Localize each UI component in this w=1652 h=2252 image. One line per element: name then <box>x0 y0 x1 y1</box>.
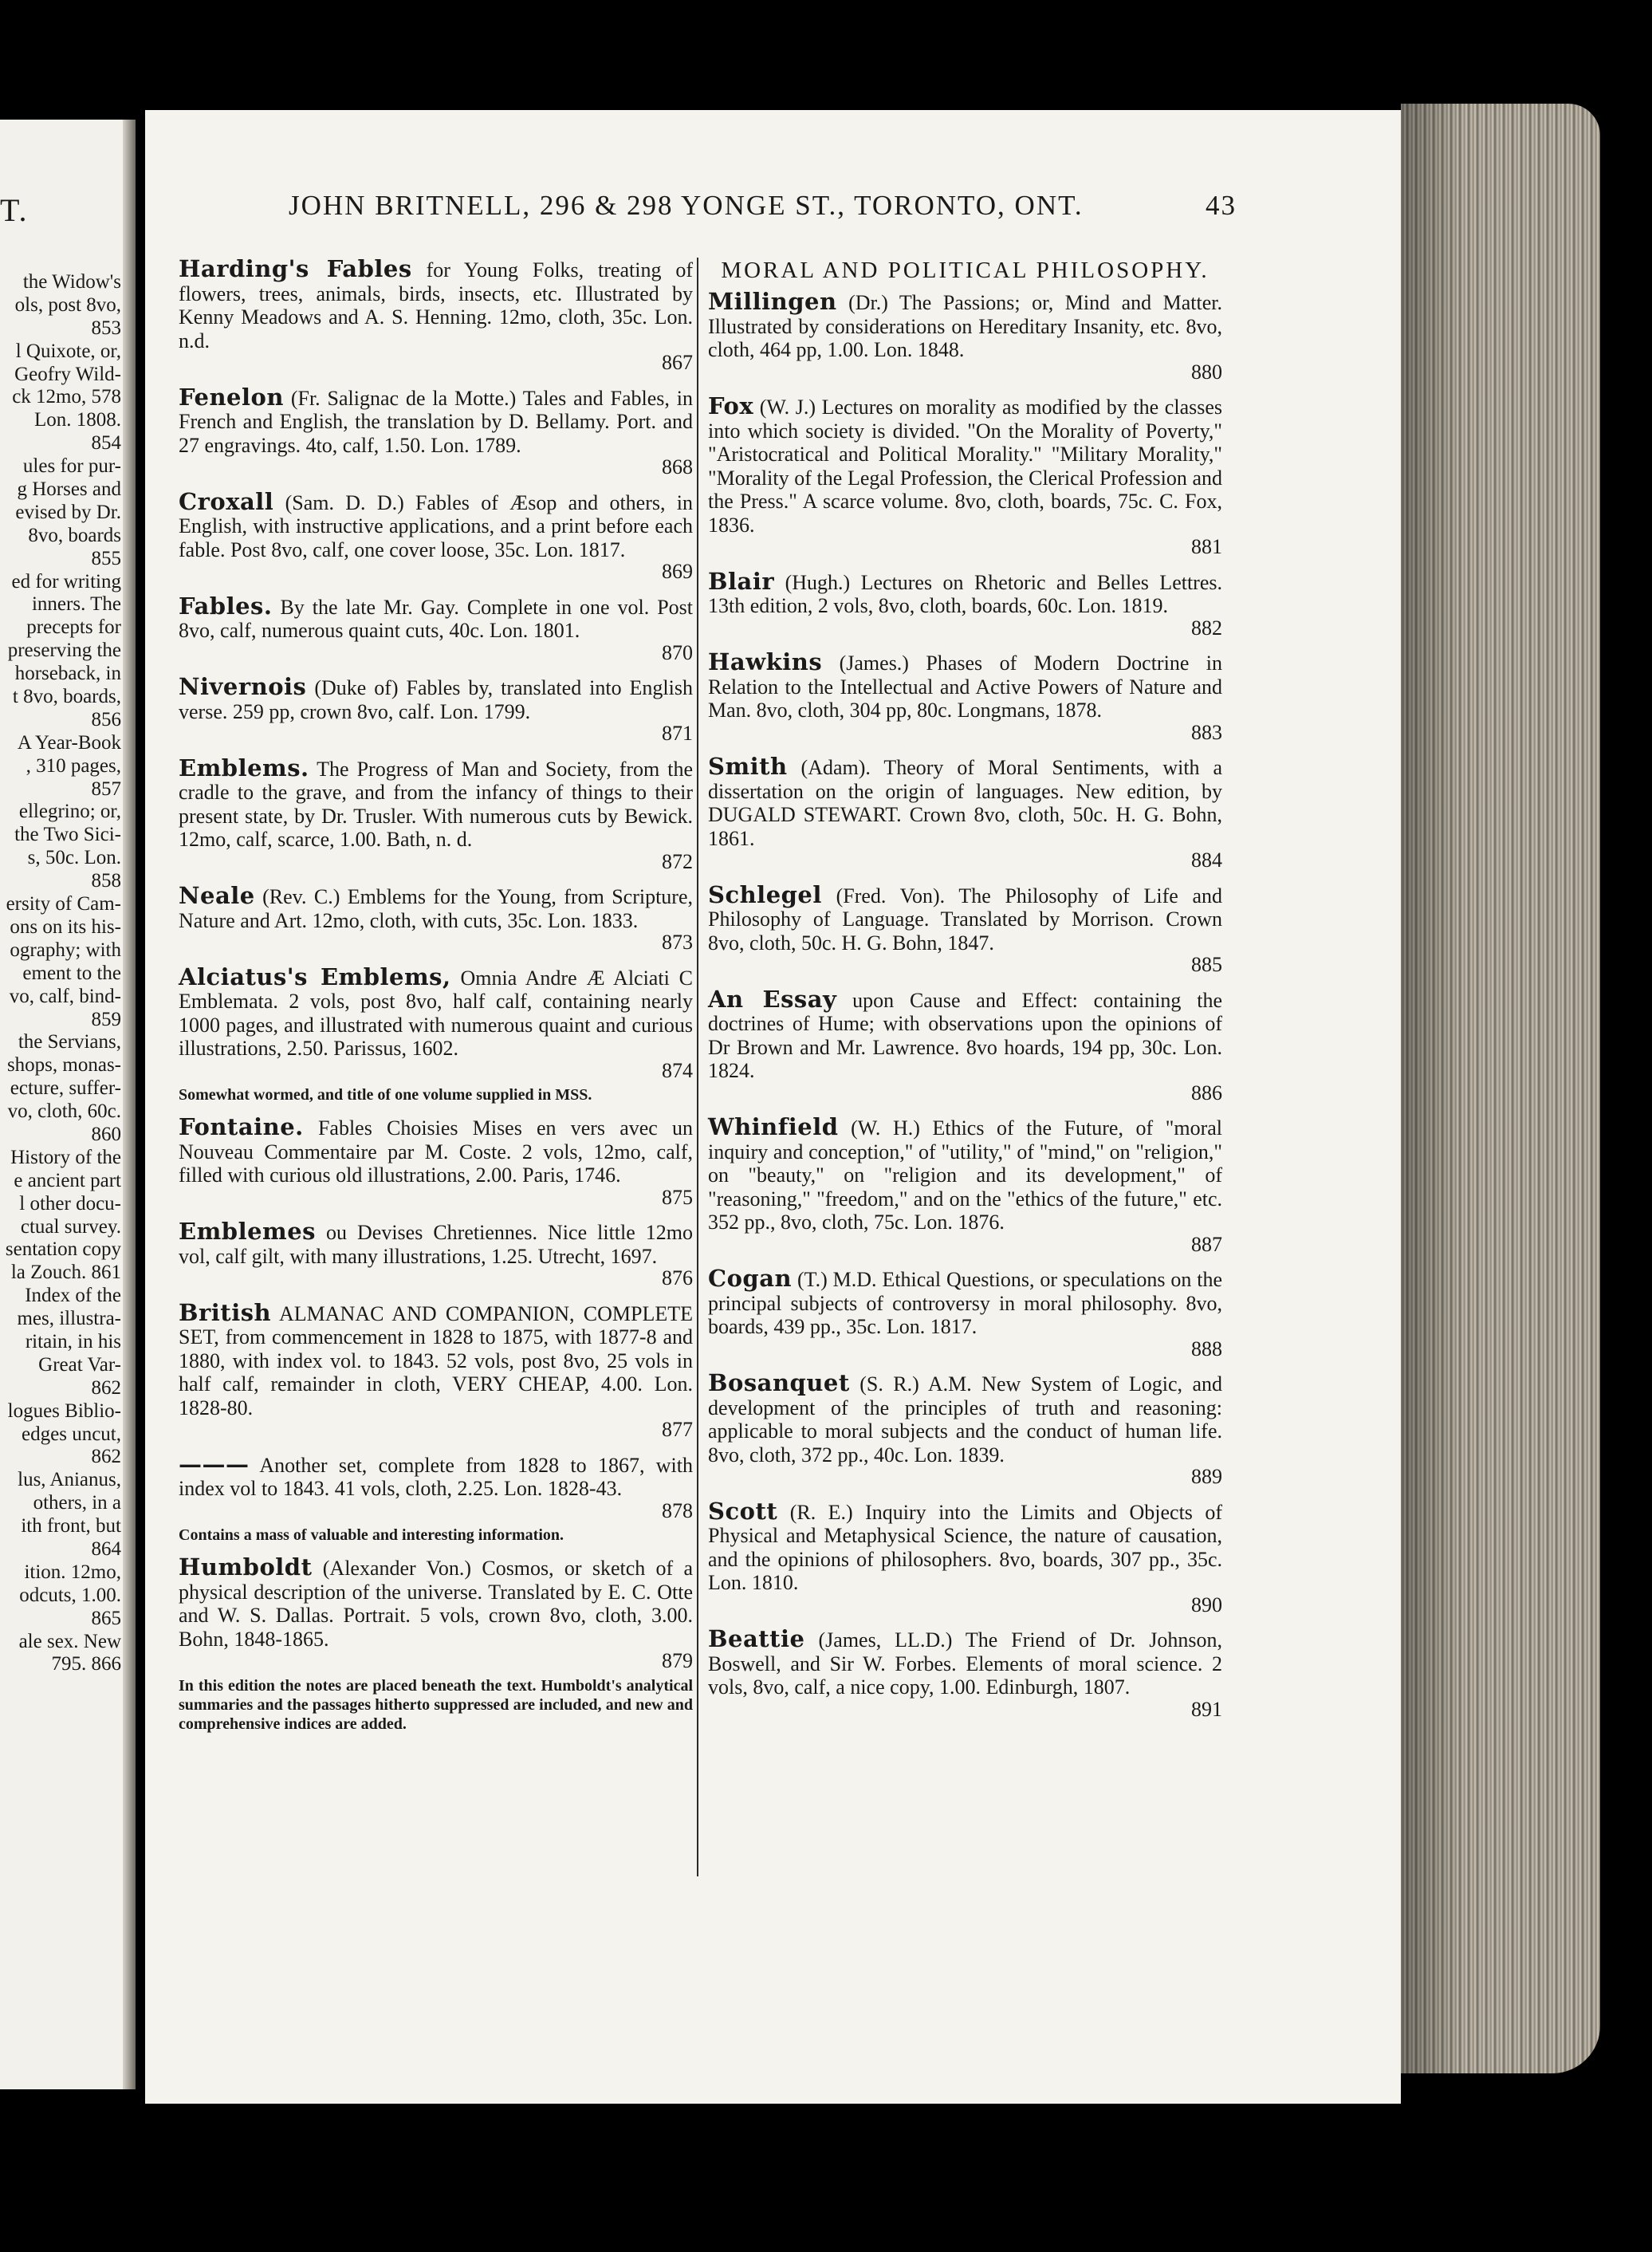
left-page-line: the Two Sici- <box>14 824 121 846</box>
left-page-line: others, in a <box>33 1492 121 1514</box>
left-page-line: Geofry Wild- <box>14 363 121 385</box>
left-page-line: ith front, but <box>21 1515 121 1537</box>
entry-note: In this edition the notes are placed beneath the text. Humboldt's analytical summaries and the passages hitherto suppressed are included, and new and comprehensive indices are added. <box>179 1676 693 1733</box>
catalogue-entry <box>708 567 1222 640</box>
left-page-header: T. <box>0 192 29 228</box>
left-page-line: g Horses and <box>17 478 121 501</box>
lot-number: 875 <box>662 1185 693 1209</box>
entry-heading: ——— <box>179 1450 250 1478</box>
left-page-line: 856 <box>91 708 121 730</box>
left-page-line: mes, illustra- <box>17 1308 121 1330</box>
lot-number: 882 <box>1191 616 1222 640</box>
left-page-line: 855 <box>91 547 121 569</box>
lot-number: 868 <box>662 455 693 478</box>
lot-number: 867 <box>662 351 693 374</box>
catalogue-entry <box>708 1113 1222 1256</box>
left-page-line: lus, Anianus, <box>18 1469 121 1491</box>
entry-description: (S. R.) A.M. New System of Logic, and development of the principles of truth and reasoning: applicable to moral subjects and the conduct of human life. 8vo, cloth, 372 pp., 40c. Lon. 1839. <box>708 1372 1222 1467</box>
left-page-line: preserving the <box>7 640 121 662</box>
lot-number: 889 <box>1191 1465 1222 1488</box>
entry-description: (Hugh.) Lectures on Rhetoric and Belles Lettres. 13th edition, 2 vols, 8vo, cloth, boards, 60c. Lon. 1819. <box>708 570 1222 617</box>
left-page-line: 857 <box>91 778 121 800</box>
entry-description: Another set, complete from 1828 to 1867, with index vol to 1843. 41 vols, cloth, 2.25. Lon. 1828-43. <box>179 1453 693 1500</box>
catalogue-entry <box>708 392 1223 559</box>
left-page-line: ition. 12mo, <box>24 1561 121 1583</box>
left-page-text <box>0 271 121 1676</box>
left-page-line: horseback, in <box>14 663 121 685</box>
left-page-line: History of the <box>10 1146 121 1168</box>
left-page-line: A Year-Book <box>17 731 121 754</box>
section-title: MORAL AND POLITICAL PHILOSOPHY. <box>721 258 1210 283</box>
left-page-line: , 310 pages, <box>26 754 121 777</box>
lot-number: 879 <box>662 1649 693 1672</box>
lot-number: 887 <box>1191 1232 1222 1256</box>
left-page-line: Lon. 1808. <box>33 409 121 431</box>
left-page-line: 795. 866 <box>51 1653 121 1675</box>
entry-heading: Fenelon <box>179 383 284 411</box>
catalogue-entry <box>179 1113 693 1209</box>
left-page-line: logues Biblio- <box>7 1400 121 1422</box>
entry-description: (Adam). Theory of Moral Sentiments, with a dissertation on the origin of languages. New edition, by DUGALD STEWART. Crown 8vo, cloth, 50c. H. G. Bohn, 1861. <box>708 756 1223 850</box>
left-page-line: e ancient part <box>14 1169 121 1191</box>
catalogue-entry <box>179 1553 694 1734</box>
catalogue-entry <box>708 648 1222 744</box>
catalogue-entry <box>179 884 693 955</box>
entry-heading: Alciatus's Emblems, <box>179 963 451 990</box>
entry-description: The Progress of Man and Society, from the cradle to the grave, and from the infancy of things to their present state, by Dr. Trusler. With numerous cuts by Bewick. 12mo, calf, scarce, 1.00. Bath, n. d. <box>179 757 693 851</box>
catalogue-entry <box>179 592 694 665</box>
entry-heading: Bosanquet <box>708 1369 850 1396</box>
left-page-line: sentation copy <box>5 1238 121 1261</box>
left-page-line: 853 <box>91 317 121 339</box>
left-page-line: 858 <box>91 870 121 892</box>
entry-description: ou Devises Chretiennes. Nice little 12mo vol, calf gilt, with many illustrations, 1.25. Utrecht, 1697. <box>179 1221 694 1268</box>
gutter-shadow <box>123 120 136 2089</box>
entry-description: (W. H.) Ethics of the Future, of "moral inquiry and conception," of "utility," of "mind," on "religion," on "beauty," on "religion and its development," of "reasoning," "freedom," and on the "ethics of the future," etc. 352 pp., 8vo, cloth, 75c. Lon. 1876. <box>708 1116 1222 1234</box>
left-page-line: s, 50c. Lon. <box>27 847 121 869</box>
lot-number: 877 <box>662 1418 693 1441</box>
entry-note: Contains a mass of valuable and interesting information. <box>179 1526 564 1544</box>
catalogue-entry <box>179 675 693 746</box>
left-page-line: ritain, in his <box>25 1330 121 1352</box>
catalogue-entry <box>708 1267 1222 1360</box>
left-page-line: ersity of Cam- <box>6 893 121 915</box>
lot-number: 885 <box>1191 953 1222 976</box>
lot-number: 869 <box>662 560 693 583</box>
entry-heading: An Essay <box>708 985 837 1013</box>
left-page-line: ale sex. New <box>18 1630 121 1652</box>
entry-heading: Millingen <box>708 288 837 315</box>
running-head-title: JOHN BRITNELL, 296 & 298 YONGE ST., TORONTO, ONT. <box>289 190 1084 221</box>
catalogue-entry <box>179 754 693 874</box>
entry-heading: Nivernois <box>179 673 307 700</box>
entry-description: (T.) M.D. Ethical Questions, or speculations on the principal subjects of controversy in moral philosophy. 8vo, boards, 439 pp., 35c. Lon. 1817. <box>708 1268 1223 1338</box>
lot-number: 870 <box>662 640 693 664</box>
entry-heading: Cogan <box>708 1265 793 1292</box>
entry-description: for Young Folks, treating of flowers, trees, animals, birds, insects, etc. Illustrated by Kenny Meadows and A. S. Henning. 12mo, cloth, 35c. Lon. n.d. <box>179 258 694 352</box>
entry-heading: Scott <box>708 1497 778 1525</box>
entry-heading: Fontaine. <box>179 1113 304 1140</box>
right-column <box>708 258 1222 1732</box>
entry-heading: Harding's Fables <box>179 255 412 282</box>
left-page-line: 854 <box>91 432 121 455</box>
left-page-line: inners. The <box>31 593 121 616</box>
entry-description: Fables Choisies Mises en vers avec un Nouveau Commentaire par M. Coste. 2 vols, 12mo, calf, filled with curious old illustrations, 2.00. Paris, 1746. <box>179 1116 693 1187</box>
entry-description: (Fred. Von). The Philosophy of Life and Philosophy of Language. Translated by Morrison. Crown 8vo, cloth, 50c. H. G. Bohn, 1847. <box>708 884 1222 955</box>
entry-heading: British <box>179 1298 272 1326</box>
entry-description: (Dr.) The Passions; or, Mind and Matter. Illustrated by considerations on Hereditary Insanity, etc. 8vo, cloth, 464 pp, 1.00. Lon. 1848. <box>708 291 1222 361</box>
lot-number: 884 <box>1191 848 1222 872</box>
lot-number: 874 <box>662 1058 693 1082</box>
left-page-line: l Quixote, or, <box>15 340 121 362</box>
left-page-line: 864 <box>91 1537 121 1560</box>
entry-heading: Beattie <box>708 1625 805 1652</box>
entry-heading: Neale <box>179 882 255 909</box>
left-page-line: ols, post 8vo, <box>14 293 121 316</box>
catalogue-entry <box>179 1298 693 1442</box>
left-page-line: ecture, suffer- <box>10 1077 121 1100</box>
lot-number: 871 <box>662 722 693 745</box>
entry-note: Somewhat wormed, and title of one volume supplied in MSS. <box>179 1086 592 1104</box>
left-page-line: shops, monas- <box>6 1054 121 1077</box>
book-page-edges <box>1401 104 1600 2073</box>
catalogue-entry <box>708 1625 1223 1721</box>
left-page-line: ules for pur- <box>22 455 121 478</box>
entry-description: (W. J.) Lectures on morality as modified by the classes into which society is divided. "On the Morality of Poverty," "Aristocratical and Political Morality." "Military Morality," "Morality of the Legal Profession, the Clerical Profession and the Press." A scarce volume. 8vo, cloth, boards, 75c. C. Fox, 1836. <box>708 396 1223 537</box>
left-page-line: the Servians, <box>18 1031 121 1053</box>
entry-heading: Croxall <box>179 487 274 515</box>
lot-number: 873 <box>662 931 693 954</box>
lot-number: 888 <box>1191 1337 1222 1360</box>
lot-number: 878 <box>662 1498 693 1522</box>
left-page-line: 859 <box>91 1008 121 1030</box>
column-rule <box>697 258 698 1876</box>
left-page-line: the Widow's <box>22 271 121 293</box>
catalogue-entry <box>179 963 693 1105</box>
left-column <box>179 255 694 1745</box>
lot-number: 876 <box>662 1266 693 1289</box>
left-page-line: 862 <box>91 1446 121 1468</box>
left-page-line: 862 <box>91 1376 121 1399</box>
catalogue-entry <box>708 290 1222 384</box>
entry-heading: Schlegel <box>708 880 822 908</box>
lot-number: 891 <box>1191 1697 1222 1721</box>
catalogue-entry <box>179 1450 693 1545</box>
entry-description: upon Cause and Effect: containing the doctrines of Hume; with observations upon the opinions of Dr Brown and Mr. Lawrence. 8vo hoards, 194 pp, 30c. Lon. 1824. <box>708 988 1222 1082</box>
catalogue-entry <box>708 1369 1222 1489</box>
catalogue-entry <box>179 383 693 479</box>
left-page-line: 860 <box>91 1123 121 1145</box>
left-page-line: t 8vo, boards, <box>12 686 121 708</box>
right-page <box>145 110 1401 2104</box>
entry-heading: Hawkins <box>708 648 823 675</box>
entry-description: (Duke of) Fables by, translated into English verse. 259 pp, crown 8vo, calf. Lon. 1799. <box>179 676 693 723</box>
entry-heading: Fables. <box>179 592 273 620</box>
left-page-line: ed for writing <box>11 570 121 593</box>
entry-description: By the late Mr. Gay. Complete in one vol. Post 8vo, calf, numerous quaint cuts, 40c. Lon. 1801. <box>179 595 694 642</box>
catalogue-entry <box>179 255 694 375</box>
lot-number: 880 <box>1191 360 1222 384</box>
lot-number: 883 <box>1191 720 1222 744</box>
left-page-line: ement to the <box>22 962 121 984</box>
catalogue-entry <box>708 755 1222 872</box>
left-page-line: Great Var- <box>38 1353 121 1376</box>
left-page-line: ck 12mo, 578 <box>12 386 121 408</box>
catalogue-entry <box>179 1220 693 1290</box>
entry-heading: Smith <box>708 753 788 780</box>
left-page-line: 865 <box>91 1607 121 1629</box>
entry-description: (Rev. C.) Emblems for the Young, from Scripture, Nature and Art. 12mo, cloth, with cuts, 35c. Lon. 1833. <box>179 885 693 932</box>
left-page-line: ography; with <box>10 939 121 961</box>
catalogue-entry <box>708 1497 1223 1617</box>
entry-description: Omnia Andre Æ Alciati C Emblemata. 2 vols, post 8vo, half calf, containing nearly 1000 pages, and illustrated with numerous quaint and curious illustrations, 2.50. Parissus, 1602. <box>179 966 693 1060</box>
entry-heading: Emblems. <box>179 754 309 782</box>
left-page-line: 8vo, boards <box>28 524 121 546</box>
lot-number: 881 <box>1191 535 1222 558</box>
left-page-line: la Zouch. 861 <box>10 1262 121 1284</box>
left-page-line: ellegrino; or, <box>18 801 121 823</box>
entry-description: (Sam. D. D.) Fables of Æsop and others, in English, with instructive applications, and a print before each fable. Post 8vo, calf, one cover loose, 35c. Lon. 1817. <box>179 490 693 561</box>
lot-number: 886 <box>1191 1081 1222 1104</box>
entry-heading: Humboldt <box>179 1553 313 1581</box>
entry-description: (Fr. Salignac de la Motte.) Tales and Fables, in French and English, the translation by D. Bellamy. Port. and 27 engravings. 4to, calf, 1.50. Lon. 1789. <box>179 386 693 457</box>
catalogue-entry <box>179 487 693 584</box>
left-page-line: odcuts, 1.00. <box>19 1584 121 1606</box>
left-page-fragment <box>0 120 136 2089</box>
left-page-line: ctual survey. <box>20 1215 121 1238</box>
left-page-line: precepts for <box>26 616 121 639</box>
entry-heading: Emblemes <box>179 1218 316 1245</box>
entry-description: (James.) Phases of Modern Doctrine in Relation to the Intellectual and Active Powers of Nature and Man. 8vo, cloth, 304 pp, 80c. Longmans, 1878. <box>708 652 1222 722</box>
page-number: 43 <box>1206 190 1237 221</box>
lot-number: 890 <box>1191 1593 1222 1616</box>
catalogue-entry <box>708 985 1222 1105</box>
left-page-line: edges uncut, <box>22 1423 121 1445</box>
entry-description: (James, LL.D.) The Friend of Dr. Johnson, Boswell, and Sir W. Forbes. Elements of moral science. 2 vols, 8vo, calf, a nice copy, 1.00. Edinburgh, 1807. <box>708 1628 1223 1699</box>
entry-description: (R. E.) Inquiry into the Limits and Objects of Physical and Metaphysical Science, the nature of causation, and the opinions of philosophers. 8vo, boards, 307 pp., 35c. Lon. 1810. <box>708 1500 1223 1594</box>
entry-description: ALMANAC AND COMPANION, COMPLETE SET, from commencement in 1828 to 1875, with 1877-8 and 1880, with index vol. to 1843. 52 vols, post 8vo, 25 vols in half calf, remainder in cloth, VERY CHEAP, 4.00. Lon. 1828-80. <box>179 1301 693 1419</box>
entry-heading: Whinfield <box>708 1113 839 1140</box>
left-page-line: vo, cloth, 60c. <box>7 1100 121 1123</box>
left-page-line: Index of the <box>25 1285 121 1307</box>
entry-description: (Alexander Von.) Cosmos, or sketch of a physical description of the universe. Translated by E. C. Otte and W. S. Dallas. Portrait. 5 vols, crown 8vo, cloth, 3.00. Bohn, 1848-1865. <box>179 1557 694 1651</box>
left-page-line: l other docu- <box>19 1192 121 1215</box>
lot-number: 872 <box>662 849 693 873</box>
entry-heading: Blair <box>708 567 775 595</box>
left-page-line: evised by Dr. <box>15 501 121 523</box>
catalogue-entry <box>708 880 1222 977</box>
entry-heading: Fox <box>708 392 754 419</box>
left-page-line: vo, calf, bind- <box>9 985 121 1007</box>
left-page-line: ons on its his- <box>10 915 121 938</box>
